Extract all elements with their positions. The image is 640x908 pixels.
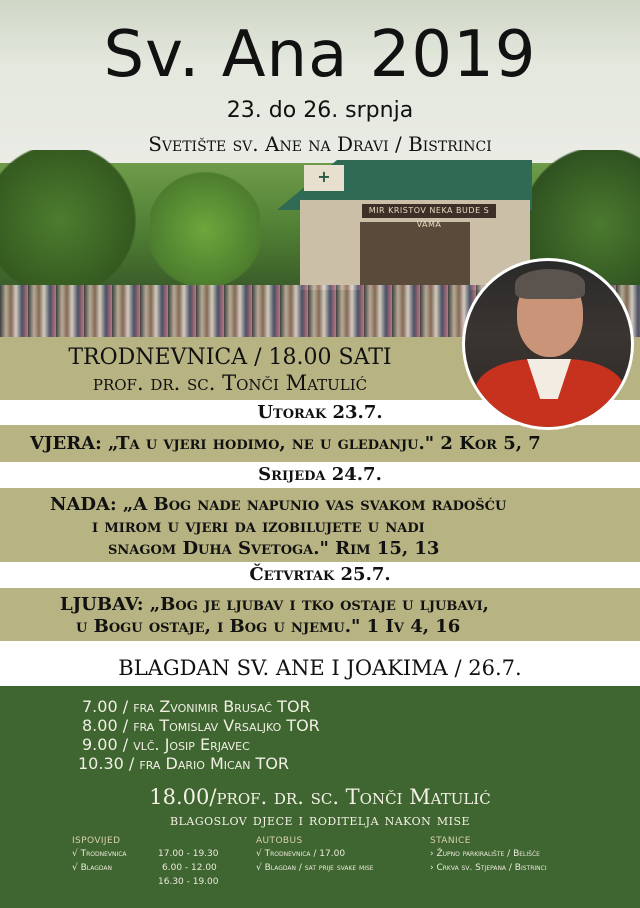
feast-title: BLAGDAN SV. ANE I JOAKIMA / 26.7.: [0, 651, 640, 686]
chapel-altar: [360, 222, 470, 290]
day-heading: Utorak 23.7.: [0, 400, 640, 425]
stanice-row: › Crkva sv. Stjepana / Bistrinci: [430, 863, 547, 873]
day-reading: u Bogu ostaje, i Bog u njemu." 1 Iv 4, 16: [76, 616, 461, 637]
day-reading: NADA: „A Bog nade napunio vas svakom radošću: [50, 494, 507, 515]
stanice-heading: STANICE: [430, 836, 471, 846]
evening-mass: 18.00/prof. dr. sc. Tonči Matulić: [149, 785, 491, 809]
ispovijed-time: 17.00 - 19.30: [158, 849, 219, 859]
mass-time: 7.00 / fra Zvonimir Brusač TOR: [82, 697, 311, 716]
ispovijed-time: 16.30 - 19.00: [158, 877, 219, 887]
mass-time: 9.00 / vlč. Josip Erjavec: [82, 735, 250, 754]
ispovijed-label: √ Blagdan: [72, 863, 113, 873]
chapel-sign: MIR KRISTOV NEKA BUDE S VAMA: [362, 204, 496, 218]
tree-mid: [150, 170, 260, 290]
portrait-hair: [515, 269, 585, 299]
event-place: Svetište sv. Ane na Dravi / Bistrinci: [148, 132, 492, 156]
day-heading: Srijeda 24.7.: [0, 462, 640, 488]
cross-icon: +: [317, 167, 331, 186]
tree-left: [0, 150, 140, 290]
mass-time: 8.00 / fra Tomislav Vrsaljko TOR: [82, 716, 320, 735]
trodnevnica-title: TRODNEVNICA / 18.00 SATI: [68, 345, 392, 370]
stanice-row: › Župno parkiralište / Belišće: [430, 849, 540, 859]
day-heading: Četvrtak 25.7.: [0, 562, 640, 588]
blessing-note: blagoslov djece i roditelja nakon mise: [169, 810, 471, 829]
day-reading: i mirom u vjeri da izobilujete u nadi: [92, 516, 425, 537]
ispovijed-time: 6.00 - 12.00: [162, 863, 217, 873]
trodnevnica-preacher: prof. dr. sc. Tonči Matulić: [92, 371, 368, 395]
ispovijed-heading: ISPOVIJED: [72, 836, 121, 846]
poster-title: Sv. Ana 2019: [103, 18, 537, 92]
mass-time: 10.30 / fra Dario Mican TOR: [78, 754, 290, 773]
day-reading: VJERA: „Ta u vjeri hodimo, ne u gledanju." 2 Kor 5, 7: [30, 433, 541, 454]
autobus-row: √ Blagdan / sat prije svake mise: [256, 863, 374, 873]
preacher-portrait: [462, 258, 634, 430]
day-reading: LJUBAV: „Bog je ljubav i tko ostaje u ljubavi,: [60, 594, 489, 615]
event-dates: 23. do 26. srpnja: [226, 98, 414, 123]
autobus-row: √ Trodnevnica / 17.00: [256, 849, 346, 859]
autobus-heading: AUTOBUS: [256, 836, 303, 846]
day-reading: snagom Duha Svetoga." Rim 15, 13: [108, 538, 440, 559]
ispovijed-label: √ Trodnevnica: [72, 849, 127, 859]
